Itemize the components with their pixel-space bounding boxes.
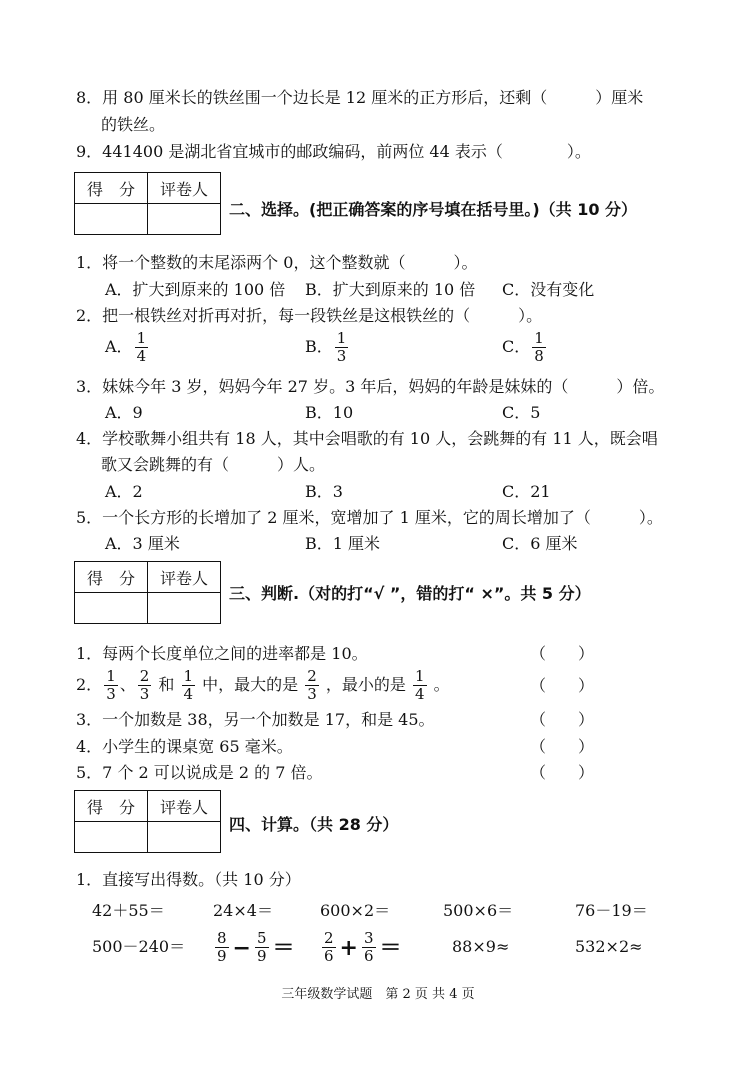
s3-question-1: 1．每两个长度单位之间的进率都是 10。 [76, 644, 368, 663]
fraction: $\frac{2}{6}$ [324, 929, 334, 965]
score-cell[interactable] [75, 593, 148, 624]
option-label: C． [502, 337, 531, 356]
s2-q3-option-a: A．9 [105, 403, 143, 422]
s2-q4-option-b: B．3 [305, 482, 343, 501]
calc-item: 500－240＝ [92, 937, 186, 956]
option-label: A． [105, 337, 133, 356]
s2-question-1: 1．将一个整数的末尾添两个 0，这个整数就（ ）。 [76, 253, 478, 272]
s3-question-2: 2． $\frac{1}{3}$ 、 $\frac{2}{3}$ 和 $\frac{1}{4}$ 中，最大的是 $\frac{2}{3}$ ，最小的是 $\frac{1}{4}$ 。 [76, 667, 450, 703]
plus-sign: + [339, 934, 358, 961]
calc-item: 24×4＝ [213, 901, 273, 920]
fraction: $\frac{3}{6}$ [363, 929, 374, 965]
answer-paren[interactable]: （ ） [530, 763, 595, 782]
s2-q4-option-a: A．2 [105, 482, 143, 501]
fraction: $\frac{1}{3}$ [106, 667, 116, 703]
calc-item: 42＋55＝ [92, 901, 165, 920]
section-2-title: 二、选择。(把正确答案的序号填在括号里。)（共 10 分） [229, 200, 638, 219]
grader-cell[interactable] [148, 204, 221, 235]
s2-q5-option-a: A．3 厘米 [105, 534, 180, 553]
calc-item: 532×2≈ [575, 937, 643, 956]
answer-paren[interactable]: （ ） [530, 644, 595, 663]
s2-q3-option-b: B．10 [305, 403, 354, 422]
calc-fraction-subtract [213, 924, 297, 971]
s2-q1-option-a: A．扩大到原来的 100 倍 [105, 280, 286, 299]
s2-q2-option-a [105, 330, 150, 365]
s2-q3-option-c: C．5 [502, 403, 541, 422]
page-footer: 三年级数学试题 第 2 页 共 4 页 [281, 987, 475, 1002]
grader-label: 评卷人 [148, 791, 221, 822]
fraction: $\frac{1}{4}$ [415, 667, 425, 703]
score-label: 得 分 [75, 791, 148, 822]
calc-item: 500×6＝ [443, 901, 514, 920]
score-box [74, 561, 221, 624]
question-8-line1: 8．用 80 厘米长的铁丝围一个边长是 12 厘米的正方形后，还剩（ ）厘米 [76, 88, 644, 107]
s2-q5-option-b: B．1 厘米 [305, 534, 381, 553]
calc-item: 88×9≈ [452, 937, 510, 956]
fraction: $\frac{1}{4}$ [136, 329, 147, 365]
s2-q1-option-c: C．没有变化 [502, 280, 595, 299]
s4-question-1: 1．直接写出得数。（共 10 分） [76, 870, 301, 889]
s3-question-4: 4．小学生的课桌宽 65 毫米。 [76, 737, 293, 756]
fraction: $\frac{2}{3}$ [139, 667, 150, 703]
s2-q5-option-c: C．6 厘米 [502, 534, 578, 553]
minus-sign: − [232, 934, 251, 961]
fraction: $\frac{1}{3}$ [336, 329, 347, 365]
score-cell[interactable] [75, 204, 148, 235]
fraction: $\frac{1}{8}$ [534, 329, 544, 365]
score-box [74, 790, 221, 853]
section-4-title: 四、计算。（共 28 分） [229, 815, 399, 834]
grader-label: 评卷人 [148, 173, 221, 204]
s2-q1-option-b: B．扩大到原来的 10 倍 [305, 280, 476, 299]
answer-paren[interactable]: （ ） [530, 737, 595, 756]
s2-question-4-line1: 4．学校歌舞小组共有 18 人，其中会唱歌的有 10 人，会跳舞的有 11 人，既会唱 [76, 429, 658, 448]
section-3-title: 三、判断.（对的打“√ ”，错的打“ ×”。共 5 分） [229, 584, 591, 603]
s3-question-5: 5．7 个 2 可以说成是 2 的 7 倍。 [76, 763, 323, 782]
s2-q2-option-b [305, 330, 350, 365]
s2-question-4-line2: 歌又会跳舞的有（ ）人。 [101, 455, 326, 474]
calc-fraction-add [320, 924, 404, 971]
s2-question-2: 2．把一根铁丝对折再对折，每一段铁丝是这根铁丝的（ ）。 [76, 306, 543, 325]
fraction: $\frac{5}{9}$ [256, 929, 267, 965]
fraction: $\frac{2}{3}$ [307, 667, 317, 703]
grader-cell[interactable] [148, 822, 221, 853]
s2-question-5: 5．一个长方形的长增加了 2 厘米，宽增加了 1 厘米，它的周长增加了（ ）。 [76, 508, 663, 527]
grader-cell[interactable] [148, 593, 221, 624]
s2-q4-option-c: C．21 [502, 482, 551, 501]
fraction: $\frac{8}{9}$ [217, 929, 227, 965]
grader-label: 评卷人 [148, 562, 221, 593]
answer-paren[interactable]: （ ） [530, 676, 595, 695]
calc-item: 76－19＝ [575, 901, 648, 920]
question-8-line2: 的铁丝。 [101, 115, 166, 134]
score-label: 得 分 [75, 173, 148, 204]
answer-paren[interactable]: （ ） [530, 710, 595, 729]
score-label: 得 分 [75, 562, 148, 593]
fraction: $\frac{1}{4}$ [183, 667, 194, 703]
question-9: 9．441400 是湖北省宜城市的邮政编码，前两位 44 表示（ ）。 [76, 142, 591, 161]
s2-question-3: 3．妹妹今年 3 岁，妈妈今年 27 岁。3 年后，妈妈的年龄是妹妹的（ ）倍。 [76, 377, 665, 396]
s2-q2-option-c [502, 330, 548, 365]
calc-item: 600×2＝ [320, 901, 391, 920]
option-label: B． [305, 337, 333, 356]
equals-sign: ＝ [272, 934, 295, 961]
score-cell[interactable] [75, 822, 148, 853]
s3-question-3: 3．一个加数是 38，另一个加数是 17，和是 45。 [76, 710, 435, 729]
equals-sign: ＝ [379, 934, 402, 961]
score-box [74, 172, 221, 235]
